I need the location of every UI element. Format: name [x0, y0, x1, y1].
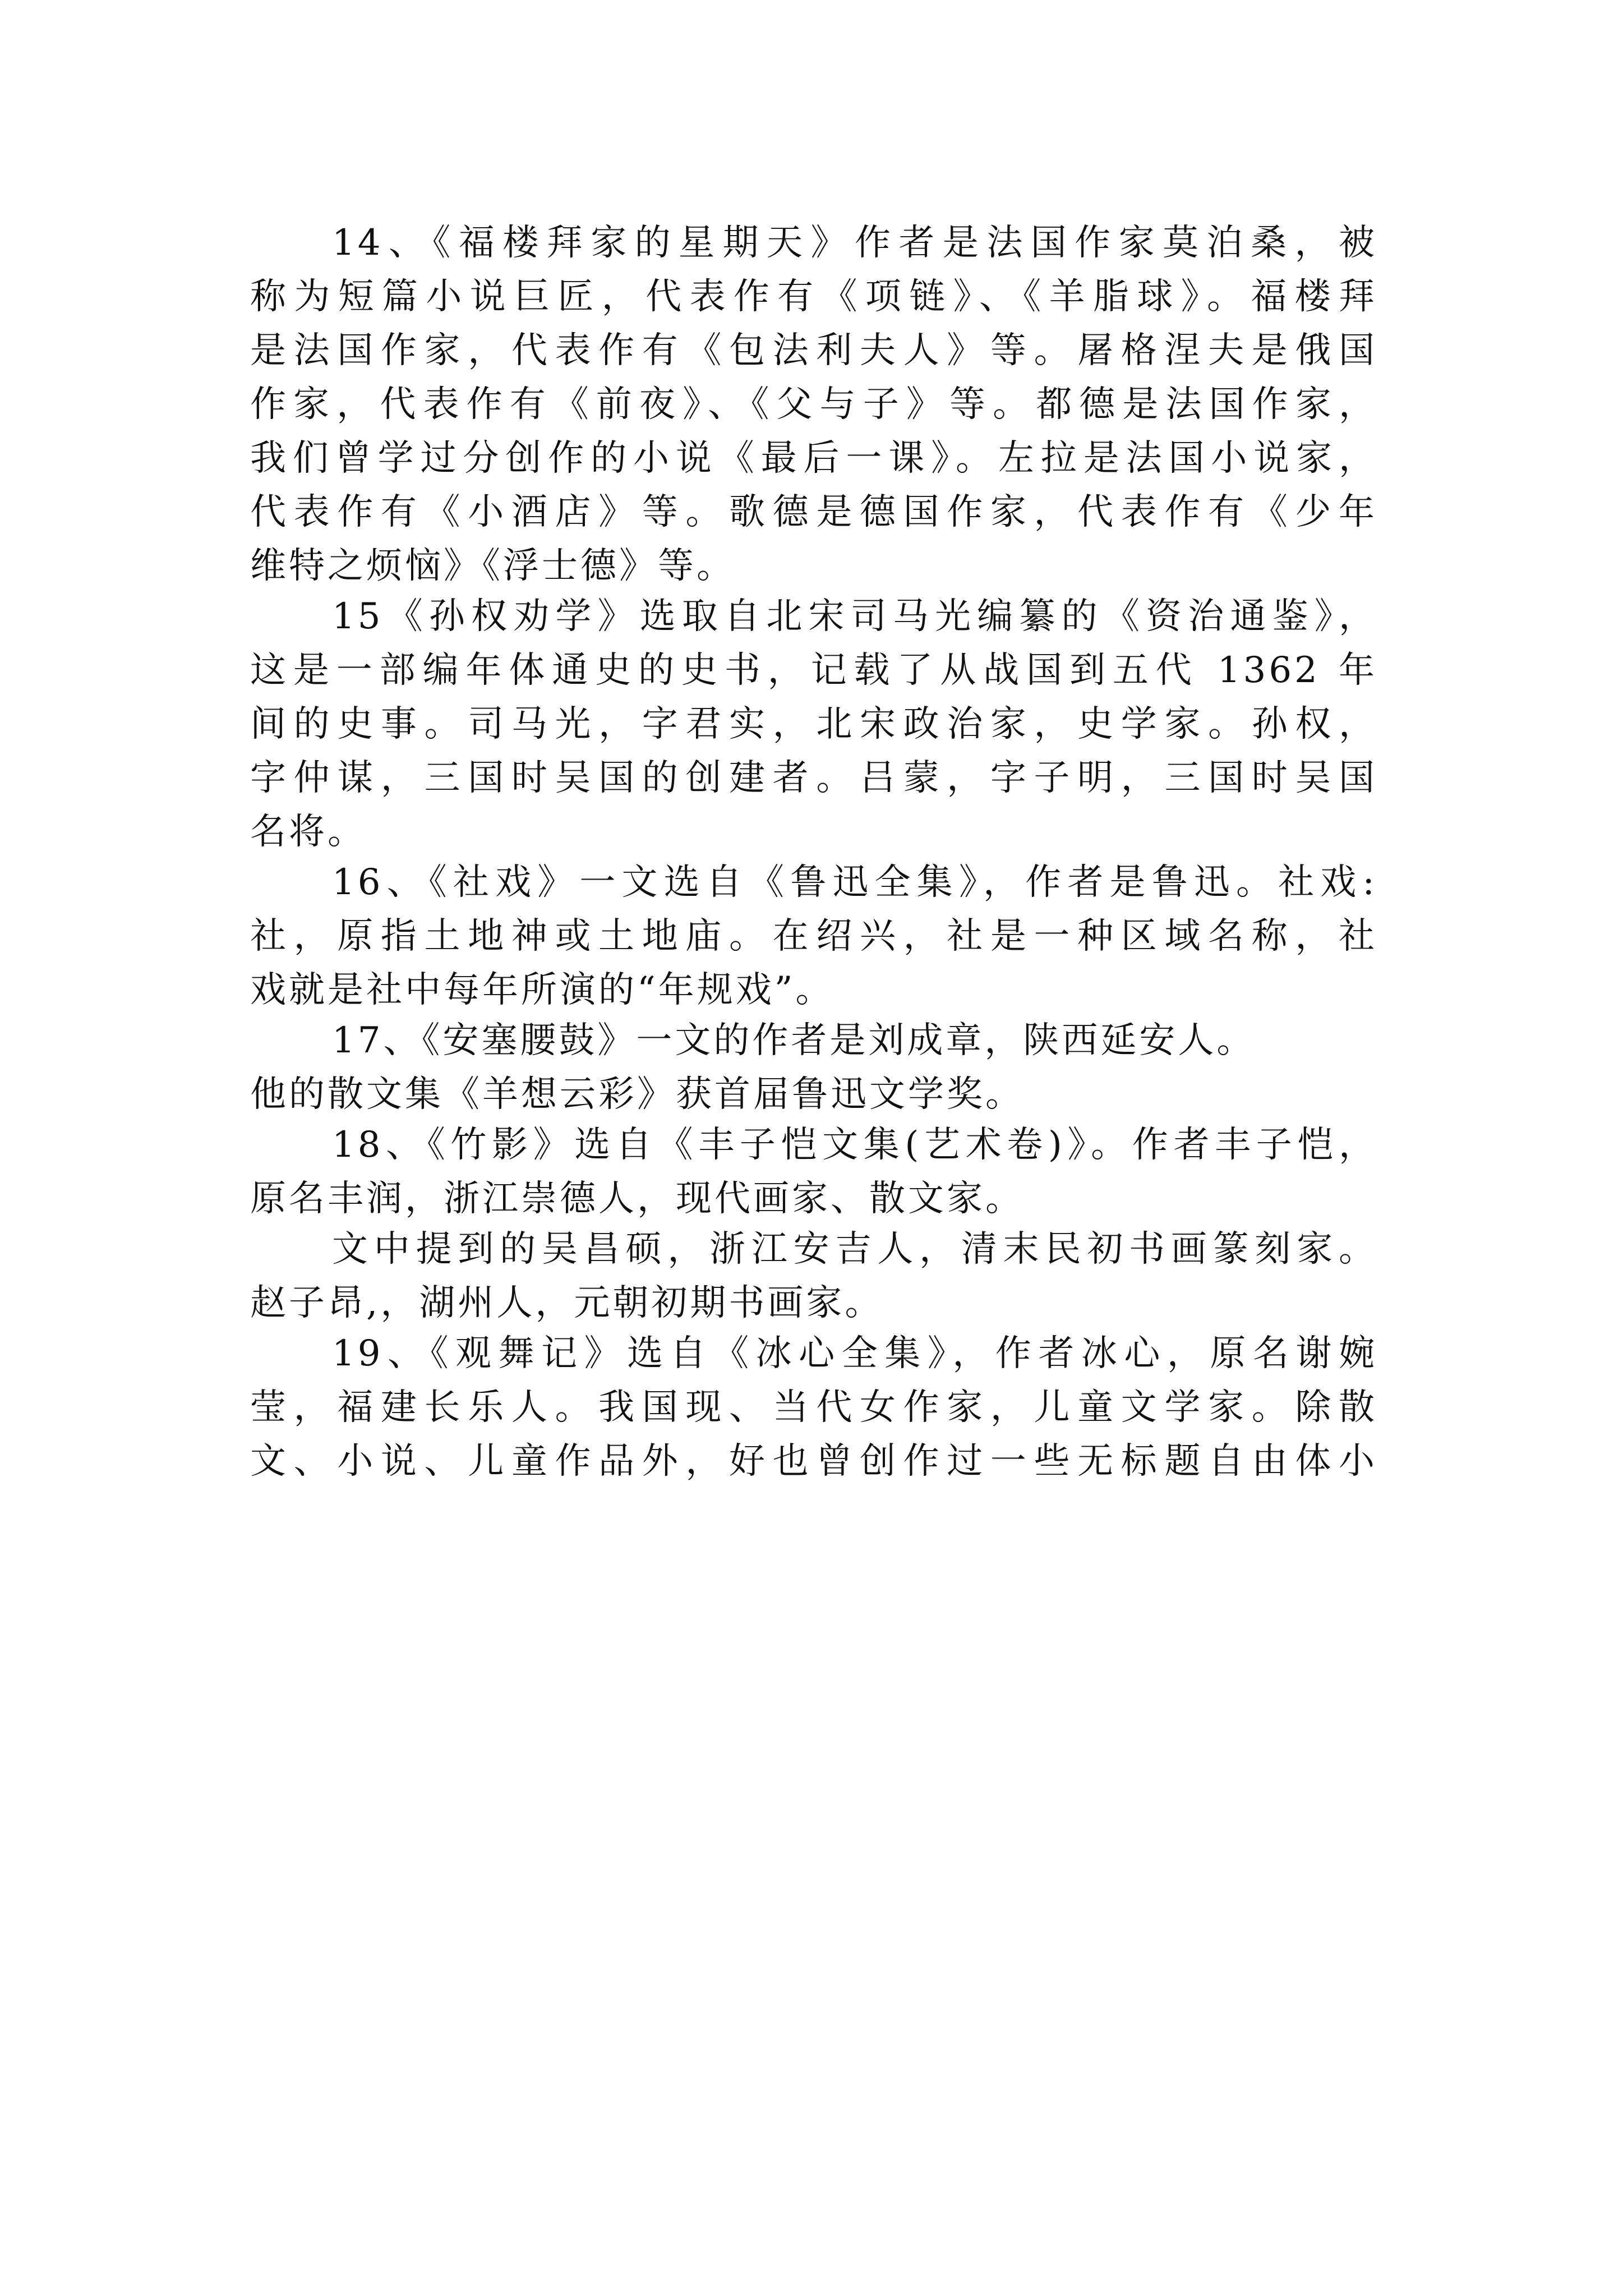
text-line: 文、小说、儿童作品外，好也曾创作过一些无标题自由体小 [250, 1441, 1377, 1482]
paragraph-17 [250, 1014, 1377, 1121]
text-line: 莹，福建长乐人。我国现、当代女作家，儿童文学家。除散 [250, 1387, 1377, 1428]
document-body [250, 216, 1377, 1488]
text-line: 作家，代表作有《前夜》、《父与子》等。都德是法国作家， [250, 384, 1377, 425]
text-line: 代表作有《小酒店》等。歌德是德国作家，代表作有《少年 [250, 491, 1377, 533]
paragraph-14 [250, 216, 1377, 593]
text-line: 文中提到的吴昌硕，浙江安吉人，清末民初书画篆刻家。 [332, 1228, 1377, 1270]
text-line: 维特之烦恼》《浮士德》等。 [250, 545, 735, 587]
text-line: 这是一部编年体通史的史书，记载了从战国到五代 1362 年 [250, 650, 1377, 691]
paragraph-15 [250, 590, 1377, 859]
text-line: 我们曾学过分创作的小说《最后一课》。左拉是法国小说家， [250, 438, 1377, 479]
text-line: 名将。 [250, 811, 366, 853]
text-line: 他的散文集《羊想云彩》获首届鲁迅文学奖。 [250, 1074, 1024, 1115]
text-line: 18、《竹影》选自《丰子恺文集(艺术卷)》。作者丰子恺， [332, 1124, 1377, 1166]
paragraph-note [250, 1222, 1377, 1330]
text-line: 间的史事。司马光，字君实，北宋政治家，史学家。孙权， [250, 703, 1377, 745]
text-line: 称为短篇小说巨匠，代表作有《项链》、《羊脂球》。福楼拜 [250, 276, 1377, 318]
text-line: 15《孙权劝学》选取自北宋司马光编纂的《资治通鉴》， [332, 596, 1377, 637]
text-line: 社，原指土地神或土地庙。在绍兴，社是一种区域名称，社 [250, 915, 1377, 957]
text-line: 19、《观舞记》选自《冰心全集》，作者冰心，原名谢婉 [332, 1333, 1377, 1374]
text-line: 是法国作家，代表作有《包法利夫人》等。屠格涅夫是俄国 [250, 330, 1377, 371]
paragraph-16 [250, 855, 1377, 1017]
paragraph-18 [250, 1118, 1377, 1226]
text-line: 16、《社戏》一文选自《鲁迅全集》，作者是鲁迅。社戏: [332, 862, 1377, 903]
text-line: 17、《安塞腰鼓》一文的作者是刘成章，陕西延安人。 [332, 1020, 1256, 1061]
paragraph-19 [250, 1327, 1377, 1488]
text-line: 14、《福楼拜家的星期天》作者是法国作家莫泊桑，被 [332, 222, 1377, 264]
text-line: 原名丰润，浙江崇德人，现代画家、散文家。 [250, 1178, 1024, 1220]
text-line: 赵子昂,，湖州人，元朝初期书画家。 [250, 1282, 884, 1324]
text-line: 戏就是社中每年所演的“年规戏”。 [250, 969, 834, 1011]
text-line: 字仲谋，三国时吴国的创建者。吕蒙，字子明，三国时吴国 [250, 757, 1377, 799]
